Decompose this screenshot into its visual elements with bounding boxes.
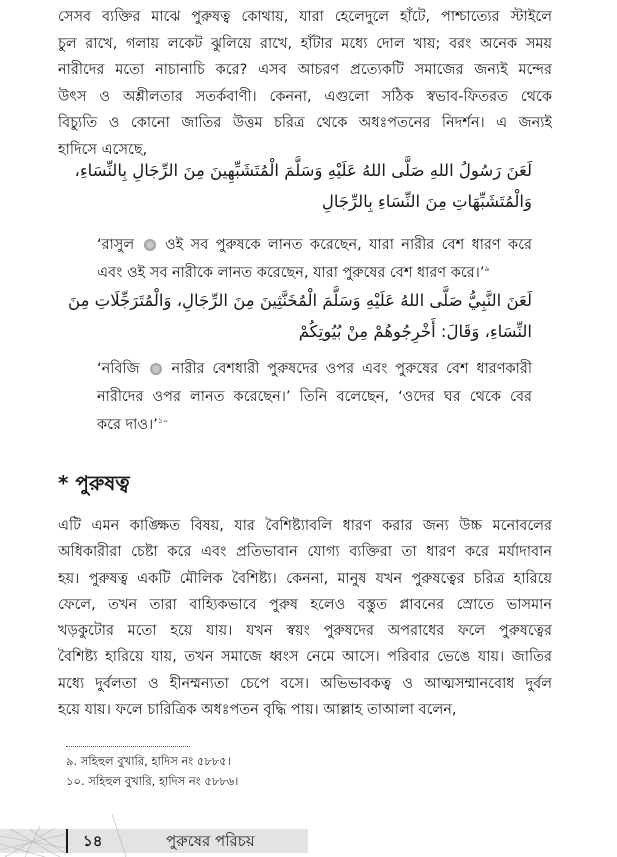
hadith-1-translation	[97, 231, 532, 287]
section-heading: * পুরুষত্ব	[58, 471, 130, 495]
text-line: মধ্যে দুর্বলতা ও হীনম্মন্যতা চেপে বসে। অভিভাবকত্ব ও আত্মসম্মানবোধ দুর্বল	[58, 675, 552, 692]
footer-divider	[66, 829, 68, 853]
arabic-line: لَعَنَ رَسُولُ اللهِ صَلَّى اللهُ عَلَيْهِ وَسَلَّمَ الْمُتَشَبِّهِينَ مِنَ الرِّجَالِ بِالنِّسَاءِ،	[74, 161, 532, 180]
translation-line	[97, 231, 532, 259]
salawat-calligraphy-icon	[144, 239, 156, 251]
text-line: উৎস ও অশ্লীলতার সতর্কবাণী। কেননা, এগুলো সঠিক স্বভাব-ফিতরত থেকে	[58, 88, 552, 105]
hadith-2-arabic	[68, 285, 532, 347]
text-line: ফেলে, তখন তারা বাহ্যিকভাবে পুরুষ হলেও বস্তুত প্লাবনের স্রোতে ভাসমান	[58, 596, 552, 613]
text-line: এটি এমন কাঙ্ক্ষিত বিষয়, যার বৈশিষ্ট্যাবলি ধারণ করার জন্য উচ্চ মনোবলের	[58, 518, 552, 534]
hadith-1-arabic	[74, 155, 532, 217]
text-line: সেসব ব্যক্তির মাঝে পুরুষত্ব কোথায়, যারা হেলেদুলে হাঁটে, পাশ্চাত্যের স্টাইলে	[58, 9, 552, 25]
text-line: বিচ্যুতি ও কোনো জাতির উত্তম চরিত্র থেকে অধঃপতনের নিদর্শন। এ জন্যই	[58, 115, 552, 132]
running-title: পুরুষের পরিচয়	[166, 832, 255, 850]
arabic-line: النِّسَاءِ، وَقَالَ: أَخْرِجُوهُمْ مِنْ بُيُوتِكُمْ	[298, 322, 532, 341]
paragraph-intro	[58, 4, 552, 164]
translation-text: এবং ওই সব নারীকে লানত করেছেন, যারা পুরুষের বেশ ধারণ করে।’	[97, 265, 485, 281]
footnote-separator	[66, 746, 190, 747]
footnote-reference[interactable]: ১০	[157, 416, 169, 426]
translation-line	[97, 355, 532, 383]
text-line: হাদিসে এসেছে,	[58, 141, 148, 158]
text-line: হয়। পুরুষত্ব একটি মৌলিক বৈশিষ্ট্য। কেননা, মানুষ যখন পুরুষত্বের চরিত্র হারিয়ে	[58, 570, 552, 587]
arabic-line: وَالْمُتَشَبِّهَاتِ مِنَ النِّسَاءِ بِالرِّجَالِ	[321, 192, 532, 211]
footnote-reference[interactable]: ৯	[484, 264, 490, 274]
text-line: অধিকারীরা চেষ্টা করে এবং প্রতিভাবান যোগ্য ব্যক্তিরা তা ধারণ করে মর্যাদাবান	[58, 544, 552, 561]
decorative-lines-icon	[0, 814, 130, 857]
paragraph-manliness	[58, 513, 552, 723]
text-line: বৈশিষ্ট্য হারিয়ে যায়, তখন সমাজে ধ্বংস নেমে আসে। পরিবার ভেঙে যায়। জাতির	[58, 649, 552, 666]
text-line: খড়কুটোর মতো হয়ে যায়। যখন স্বয়ং পুরুষদের অপরাধের ফলে পুরুষত্বের	[58, 623, 552, 640]
translation-line	[97, 411, 532, 439]
translation-line: নারীদের ওপর লানত করেছেন।’ তিনি বলেছেন, ‘ওদের ঘর থেকে বের	[97, 389, 532, 405]
arabic-line: لَعَنَ النَّبِيُّ صَلَّى اللهُ عَلَيْهِ وَسَلَّمَ الْمُخَنَّثِينَ مِنَ الرِّجَالِ، وَالْمُتَرَجِّلَاتِ مِنَ	[68, 291, 532, 310]
translation-text: করে দাও।’	[97, 417, 158, 433]
translation-text: ওই সব পুরুষকে লানত করেছেন, যারা নারীর বেশ ধারণ করে	[165, 237, 533, 253]
text-line: হয়ে যায়। ফলে চারিত্রিক অধঃপতন বৃদ্ধি পায়। আল্লাহ তাআলা বলেন,	[58, 702, 457, 719]
translation-text: নারীর বেশধারী পুরুষদের ওপর এবং পুরুষের বেশ ধারণকারী	[171, 361, 533, 377]
footnotes	[66, 751, 238, 791]
text-line: চুল রাখে, গলায় লকেট ঝুলিয়ে রাখে, হাঁটার মধ্যে দোল খায়; বরং অনেক সময়	[58, 35, 552, 52]
translation-text: ‘নবিজি	[97, 361, 140, 377]
footnote-item: ১০. সহিহুল বুখারি, হাদিস নং ৫৮৮৬।	[66, 774, 239, 788]
footnote-item: ৯. সহিহুল বুখারি, হাদিস নং ৫৮৮৫।	[66, 754, 231, 768]
hadith-2-translation	[97, 355, 532, 439]
salawat-calligraphy-icon	[150, 363, 162, 375]
text-line: নারীদের মতো নাচানাচি করে? এসব আচরণ প্রত্যেকটি সমাজের জন্যই মন্দের	[58, 62, 552, 79]
page-number: ১৪	[83, 832, 103, 850]
translation-line	[97, 259, 532, 287]
page-footer	[0, 829, 617, 857]
translation-text: ‘রাসুল	[97, 237, 135, 253]
